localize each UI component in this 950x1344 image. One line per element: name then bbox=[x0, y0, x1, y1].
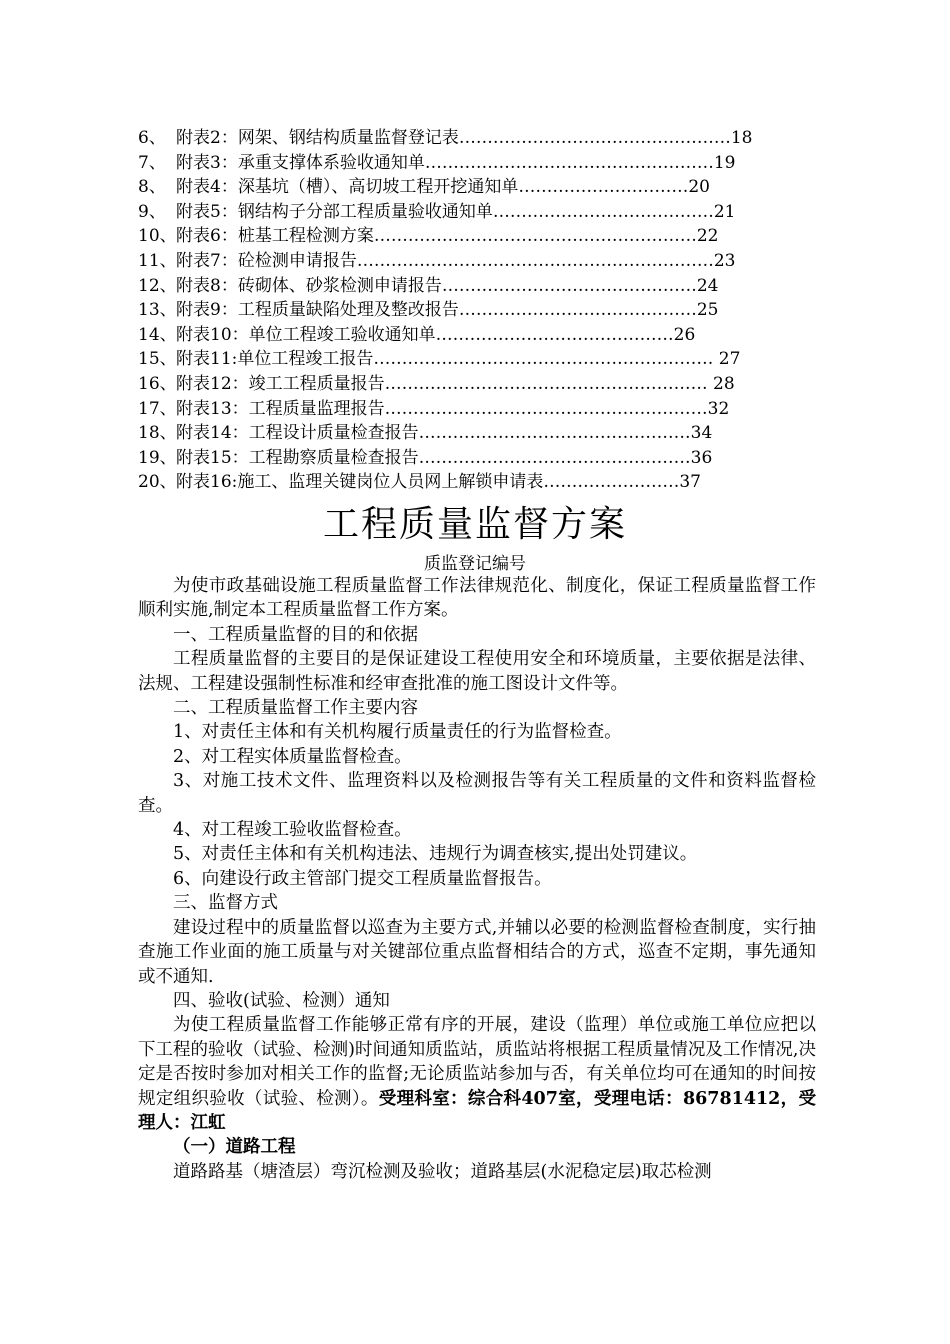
intro-paragraph: 为使市政基础设施工程质量监督工作法律规范化、制度化，保证工程质量监督工作顺利实施,制定本工程质量监督工作方案。 bbox=[138, 576, 816, 621]
toc-entry bbox=[138, 323, 828, 348]
toc-entry bbox=[138, 126, 828, 151]
document-body bbox=[138, 574, 816, 1184]
toc-text: 附表5：钢结构子分部工程质量验收通知单…………………………………21 bbox=[176, 201, 736, 222]
toc-text: 附表4：深基坑（槽）、高切坡工程开挖通知单…………………………20 bbox=[176, 177, 710, 198]
toc-entry bbox=[138, 224, 828, 249]
toc-number: 12、 bbox=[138, 275, 177, 296]
toc-entry bbox=[138, 151, 828, 176]
toc-number: 17、 bbox=[138, 398, 177, 419]
toc-entry bbox=[138, 175, 828, 200]
toc-text: 附表14：工程设计质量检查报告…………………………………………34 bbox=[176, 423, 713, 444]
section-heading-1: 一、工程质量监督的目的和依据 bbox=[173, 624, 418, 645]
contact-info: 受理科室：综合科407室，受理电话：86781412，受理人：江虹 bbox=[138, 1088, 816, 1133]
content-item-1: 1、对责任主体和有关机构履行质量责任的行为监督检查。 bbox=[173, 722, 622, 743]
toc-entry bbox=[138, 470, 828, 495]
toc-entry bbox=[138, 347, 828, 372]
toc-number: 8、 bbox=[138, 177, 166, 198]
section-3-paragraph: 建设过程中的质量监督以巡查为主要方式,并辅以必要的检测监督检查制度，实行抽查施工作业面的施工质量与对关键部位重点监督相结合的方式，巡查不定期，事先通知或不通知. bbox=[138, 917, 816, 987]
toc-number: 15、 bbox=[138, 349, 177, 370]
section-heading-3: 三、监督方式 bbox=[173, 893, 278, 914]
toc-entry bbox=[138, 372, 828, 397]
content-item-6: 6、向建设行政主管部门提交工程质量监督报告。 bbox=[173, 868, 552, 889]
content-item-5: 5、对责任主体和有关机构违法、违规行为调查核实,提出处罚建议。 bbox=[173, 844, 698, 865]
toc-number: 11、 bbox=[138, 250, 177, 271]
document-title: 工程质量监督方案 bbox=[322, 504, 627, 545]
toc-text: 附表9：工程质量缺陷处理及整改报告……………………………………25 bbox=[176, 300, 719, 321]
toc-number: 9、 bbox=[138, 201, 166, 222]
toc-entry bbox=[138, 200, 828, 225]
toc-entry bbox=[138, 446, 828, 471]
toc-text: 附表13：工程质量监理报告…………………………………………………32 bbox=[176, 398, 730, 419]
toc-number: 10、 bbox=[138, 226, 177, 247]
toc-number: 7、 bbox=[138, 152, 166, 173]
section-heading-4: 四、验收(试验、检测）通知 bbox=[173, 990, 390, 1011]
toc-entry bbox=[138, 274, 828, 299]
toc-text: 附表3：承重支撑体系验收通知单……………………………………………19 bbox=[176, 152, 736, 173]
toc-number: 14、 bbox=[138, 324, 177, 345]
content-item-2: 2、对工程实体质量监督检查。 bbox=[173, 746, 412, 767]
toc-number: 20、 bbox=[138, 472, 177, 493]
toc-text: 附表15：工程勘察质量检查报告…………………………………………36 bbox=[176, 447, 713, 468]
toc-number: 6、 bbox=[138, 128, 166, 148]
toc-number: 13、 bbox=[138, 300, 177, 321]
toc-text: 附表16:施工、监理关键岗位人员网上解锁申请表……………………37 bbox=[176, 472, 701, 493]
toc-text: 附表7：砼检测申请报告………………………………………………………23 bbox=[176, 250, 736, 271]
toc-text: 附表6：桩基工程检测方案…………………………………………………22 bbox=[176, 226, 719, 247]
toc-text: 附表10：单位工程竣工验收通知单……………………………………26 bbox=[176, 324, 696, 345]
toc-entry bbox=[138, 421, 828, 446]
toc-entry bbox=[138, 249, 828, 274]
toc-text: 附表2：网架、钢结构质量监督登记表…………………………………………18 bbox=[176, 128, 753, 148]
toc-number: 19、 bbox=[138, 447, 177, 468]
subsection-heading-road: （一）道路工程 bbox=[173, 1137, 296, 1158]
table-of-contents bbox=[138, 126, 828, 495]
toc-text: 附表8：砖砌体、砂浆检测申请报告………………………………………24 bbox=[176, 275, 719, 296]
section-4-paragraph bbox=[138, 1013, 816, 1135]
section-1-paragraph: 工程质量监督的主要目的是保证建设工程使用安全和环境质量，主要依据是法律、法规、工程建设强制性标准和经审查批准的施工图设计文件等。 bbox=[138, 649, 816, 694]
toc-entry bbox=[138, 298, 828, 323]
toc-text: 附表12：竣工工程质量报告………………………………………………… 28 bbox=[176, 373, 735, 394]
registration-number-label: 质监登记编号 bbox=[424, 554, 526, 574]
section-heading-2: 二、工程质量监督工作主要内容 bbox=[173, 698, 418, 719]
toc-text: 附表11:单位工程竣工报告…………………………………………………… 27 bbox=[176, 349, 741, 370]
content-item-3: 3、对施工技术文件、监理资料以及检测报告等有关工程质量的文件和资料监督检查。 bbox=[138, 771, 816, 816]
notification-text: 为使工程质量监督工作能够正常有序的开展，建设（监理）单位或施工单位应把以下工程的验收（试验、检测)时间通知质监站，质监站将根据工程质量情况及工作情况,决定是否按时参加对相关工作的监督;无论质监站参加与否，有关单位均可在通知的时间按规定组织验收（试验、检测）。 bbox=[138, 1015, 816, 1109]
toc-entry bbox=[138, 397, 828, 422]
toc-number: 18、 bbox=[138, 423, 177, 444]
content-item-4: 4、对工程竣工验收监督检查。 bbox=[173, 820, 412, 841]
toc-number: 16、 bbox=[138, 373, 177, 394]
road-paragraph: 道路路基（塘渣层）弯沉检测及验收；道路基层(水泥稳定层)取芯检测 bbox=[173, 1161, 712, 1182]
